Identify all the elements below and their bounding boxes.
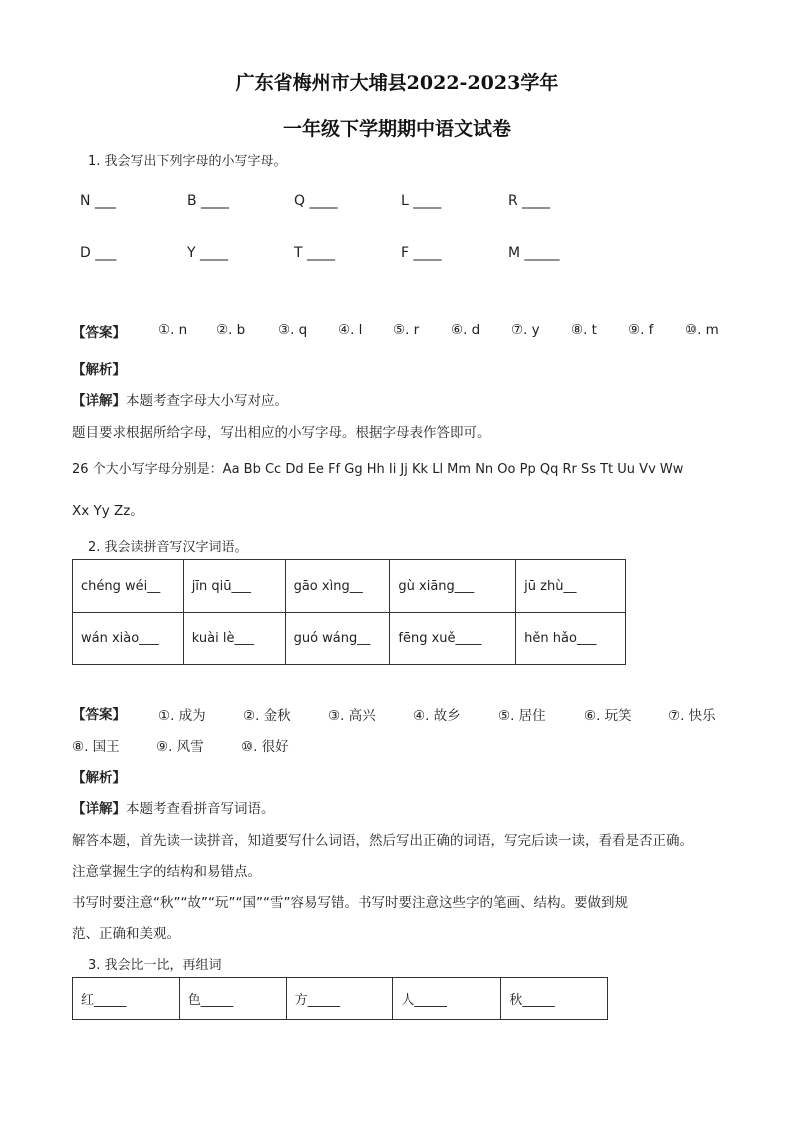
answer-item: ⑧. t [571, 322, 597, 338]
letter-blank: B ____ [187, 193, 230, 209]
pinyin-cell: wán xiào___ [73, 613, 184, 665]
letter-blank: R ____ [508, 193, 551, 209]
pinyin-cell: hěn hǎo___ [516, 613, 626, 665]
letter-blank: D ___ [80, 245, 117, 261]
explanation-line: 书写时要注意“秋”“故”“玩”“国”“雪”容易写错。书写时要注意这些字的笔画、结构。要做到规 [72, 895, 628, 911]
pinyin-table [72, 559, 626, 665]
answer-item: ⑨. 风雪 [156, 739, 204, 755]
analysis-label: 【解析】 [72, 362, 126, 378]
pinyin-cell: fēng xuě____ [390, 613, 516, 665]
letter-blank: Q ____ [294, 193, 338, 209]
explanation-line: 注意掌握生字的结构和易错点。 [72, 864, 261, 880]
q2-prompt: 2. 我会读拼音写汉字词语。 [88, 540, 248, 555]
detail-label: 【详解】 [72, 393, 126, 409]
detail-label: 【详解】 [72, 801, 126, 817]
letter-blank: T ____ [294, 245, 336, 261]
compare-cell: 秋_____ [501, 978, 608, 1020]
compare-cell: 色_____ [179, 978, 286, 1020]
answer-item: ⑥. 玩笑 [584, 708, 632, 724]
title-line2: 一年级下学期期中语文试卷 [282, 118, 511, 140]
detail-line [72, 389, 288, 409]
analysis-label: 【解析】 [72, 770, 126, 786]
answer-label: 【答案】 [72, 707, 126, 723]
answer-item: ⑥. d [451, 322, 481, 338]
letter-blank: Y ____ [187, 245, 229, 261]
explanation-line: 26 个大小写字母分别是：Aa Bb Cc Dd Ee Ff Gg Hh Ii Jj Kk Ll Mm Nn Oo Pp Qq Rr Ss Tt Uu Vv Ww [72, 462, 684, 477]
answer-label: 【答案】 [72, 325, 126, 341]
q1-prompt: 1. 我会写出下列字母的小写字母。 [88, 154, 287, 169]
answer-item: ⑩. 很好 [241, 739, 289, 755]
answer-item: ③. q [278, 322, 308, 338]
title-line1: 广东省梅州市大埔县2022-2023学年 [235, 72, 559, 94]
explanation-line: Xx Yy Zz。 [72, 503, 144, 519]
letter-blank: L ____ [401, 193, 442, 209]
answer-item: ③. 高兴 [328, 708, 376, 724]
pinyin-cell: jīn qiū___ [183, 560, 285, 613]
explanation-line: 范、正确和美观。 [72, 926, 180, 942]
pinyin-cell: chéng wéi__ [73, 560, 184, 613]
explanation-line: 题目要求根据所给字母，写出相应的小写字母。根据字母表作答即可。 [72, 425, 491, 441]
compare-cell: 方_____ [286, 978, 393, 1020]
detail-text: 本题考查看拼音写词语。 [126, 801, 275, 817]
answer-item: ②. 金秋 [243, 708, 291, 724]
answer-item: ⑤. r [393, 322, 420, 338]
answer-item: ⑧. 国王 [72, 739, 120, 755]
letter-blank: M _____ [508, 245, 560, 261]
answer-item: ⑤. 居住 [498, 708, 546, 724]
explanation-line: 解答本题，首先读一读拼音，知道要写什么词语，然后写出正确的词语，写完后读一读，看看是否正确。 [72, 833, 693, 849]
answer-item: ②. b [216, 322, 246, 338]
letter-blank: F ____ [401, 245, 442, 261]
pinyin-cell: gù xiāng___ [390, 560, 516, 613]
answer-item: ⑦. y [511, 322, 540, 338]
answer-item: ④. 故乡 [413, 708, 461, 724]
pinyin-cell: guó wáng__ [285, 613, 390, 665]
answer-item: ⑨. f [628, 322, 654, 338]
detail-line [72, 797, 275, 817]
pinyin-cell: kuài lè___ [183, 613, 285, 665]
answer-item: ⑦. 快乐 [668, 708, 716, 724]
answer-item: ①. n [158, 322, 188, 338]
detail-text: 本题考查字母大小写对应。 [126, 393, 288, 409]
pinyin-cell: jū zhù__ [516, 560, 626, 613]
q3-prompt: 3. 我会比一比，再组词 [88, 958, 222, 973]
answer-item: ④. l [338, 322, 363, 338]
answer-item: ①. 成为 [158, 708, 206, 724]
pinyin-cell: gāo xìng__ [285, 560, 390, 613]
compare-table [72, 977, 608, 1020]
compare-cell: 红_____ [73, 978, 180, 1020]
compare-cell: 人_____ [393, 978, 501, 1020]
answer-item: ⑩. m [685, 322, 719, 338]
letter-blank: N ___ [80, 193, 116, 209]
